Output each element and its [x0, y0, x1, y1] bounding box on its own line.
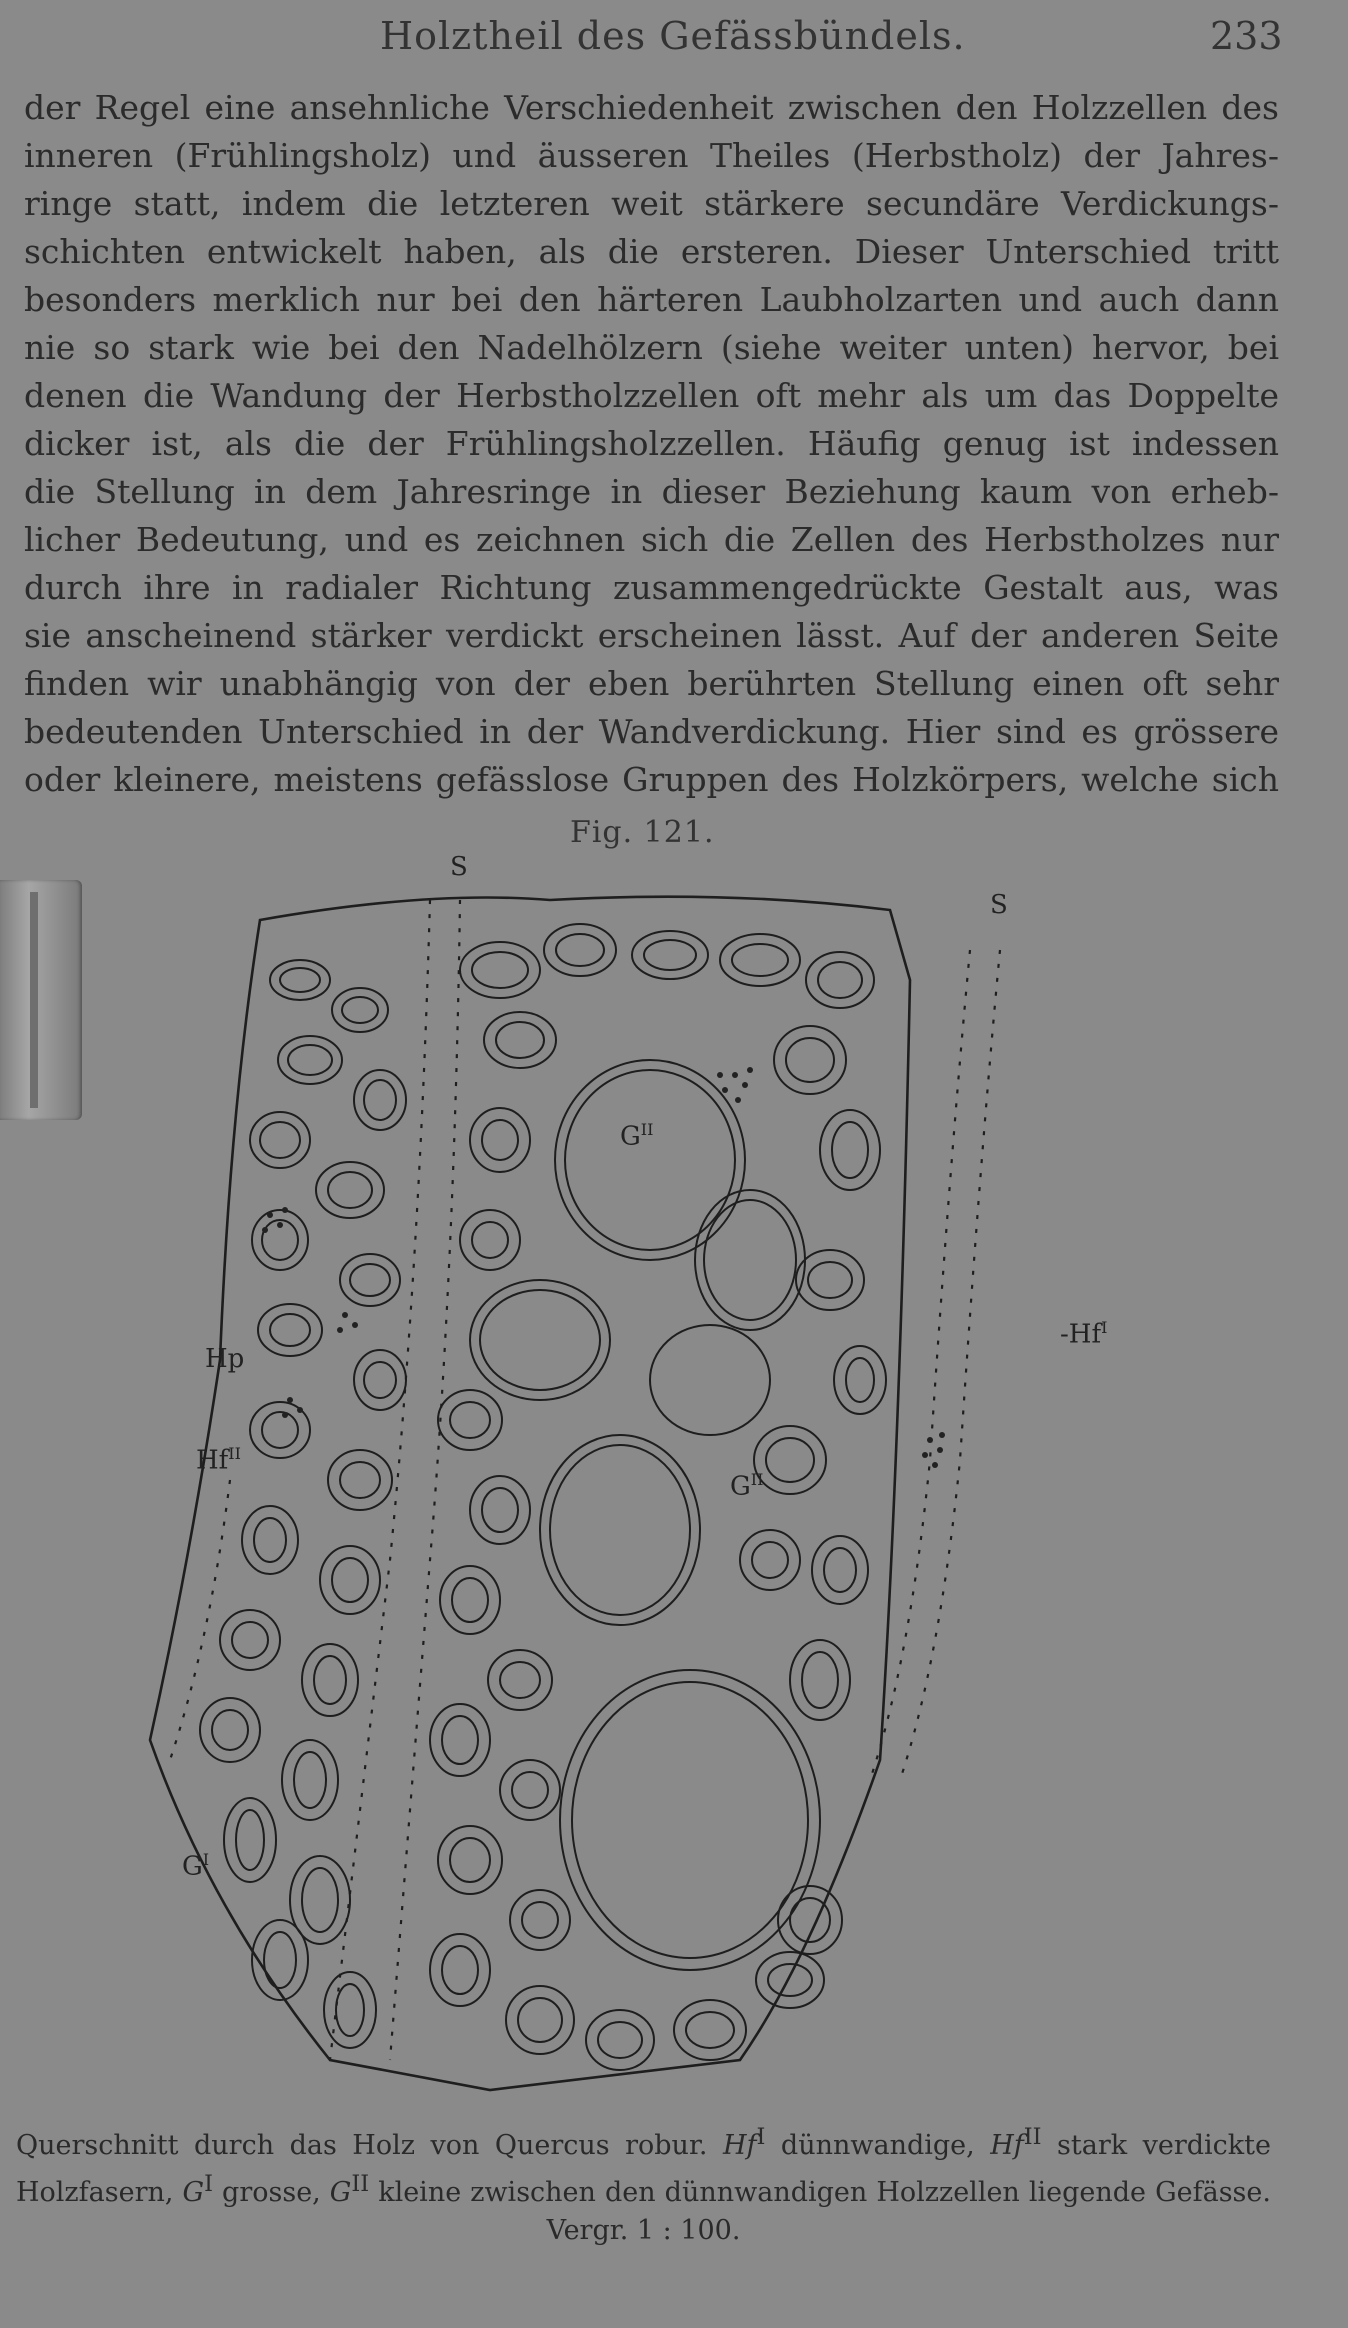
text-line: der Regel eine ansehnliche Verschiedenheit zwischen den Holzzellen des — [24, 88, 1279, 127]
text-line: denen die Wandung der Herbstholzzellen oft mehr als um das Doppelte — [24, 376, 1279, 415]
label-g2-top: $G^{II}$ — [620, 1120, 654, 1152]
text-line: inneren (Frühlingsholz) und äusseren Theiles (Herbstholz) der Jahres- — [24, 136, 1279, 175]
caption-line-1: Querschnitt durch das Holz von Quercus robur. $Hf^I$ dünnwandige, $Hf^{II}$ stark verdickte — [16, 2124, 1271, 2161]
text-line: dicker ist, als die der Frühlingsholzzellen. Häufig genug ist indessen — [24, 424, 1279, 463]
running-head — [0, 14, 1348, 64]
page-tab-marker — [0, 880, 82, 1120]
text-line: die Stellung in dem Jahresringe in dieser Beziehung kaum von erheb- — [24, 472, 1279, 511]
figure-caption — [16, 2118, 1271, 2250]
text-line: finden wir unabhängig von der eben berührten Stellung einen oft sehr — [24, 664, 1279, 703]
page-number: 233 — [1210, 14, 1283, 58]
label-hf2: $Hf^{II}$ — [196, 1444, 241, 1476]
text-line: nie so stark wie bei den Nadelhölzern (siehe weiter unten) hervor, bei — [24, 328, 1279, 367]
caption-line-2: Holzfasern, $G^I$ grosse, $G^{II}$ kleine zwischen den dünnwandigen Holzzellen liegende Gefässe. — [16, 2171, 1271, 2208]
text-line: licher Bedeutung, und es zeichnen sich die Zellen des Herbstholzes nur — [24, 520, 1279, 559]
text-line: ringe statt, indem die letzteren weit stärkere secundäre Verdickungs- — [24, 184, 1279, 223]
label-g2-mid: $G^{II}$ — [730, 1470, 764, 1502]
text-line: bedeutenden Unterschied in der Wandverdickung. Hier sind es grössere — [24, 712, 1279, 751]
label-s-left: S — [450, 852, 468, 882]
text-line: besonders merklich nur bei den härteren Laubholzarten und auch dann — [24, 280, 1279, 319]
caption-magnification: Vergr. 1 : 100. — [546, 2215, 741, 2246]
body-paragraph — [24, 84, 1279, 804]
running-title: Holztheil des Gefässbündels. — [380, 14, 966, 58]
label-g1: $G^I$ — [182, 1850, 210, 1882]
cell-drawing — [130, 860, 1050, 2100]
text-line: durch ihre in radialer Richtung zusammengedrückte Gestalt aus, was — [24, 568, 1279, 607]
tab-groove — [30, 892, 38, 1108]
text-line: sie anscheinend stärker verdickt erscheinen lässt. Auf der anderen Seite — [24, 616, 1279, 655]
wood-cross-section-figure — [130, 852, 1050, 2100]
label-s-right: S — [990, 890, 1008, 920]
text-line: schichten entwickelt haben, als die ersteren. Dieser Unterschied tritt — [24, 232, 1279, 271]
label-hp: Hp — [205, 1344, 245, 1374]
text-line: oder kleinere, meistens gefässlose Gruppen des Holzkörpers, welche sich — [24, 760, 1279, 799]
figure-label: Fig. 121. — [570, 815, 715, 850]
label-hf1-right: $-Hf^I$ — [1060, 1318, 1108, 1350]
